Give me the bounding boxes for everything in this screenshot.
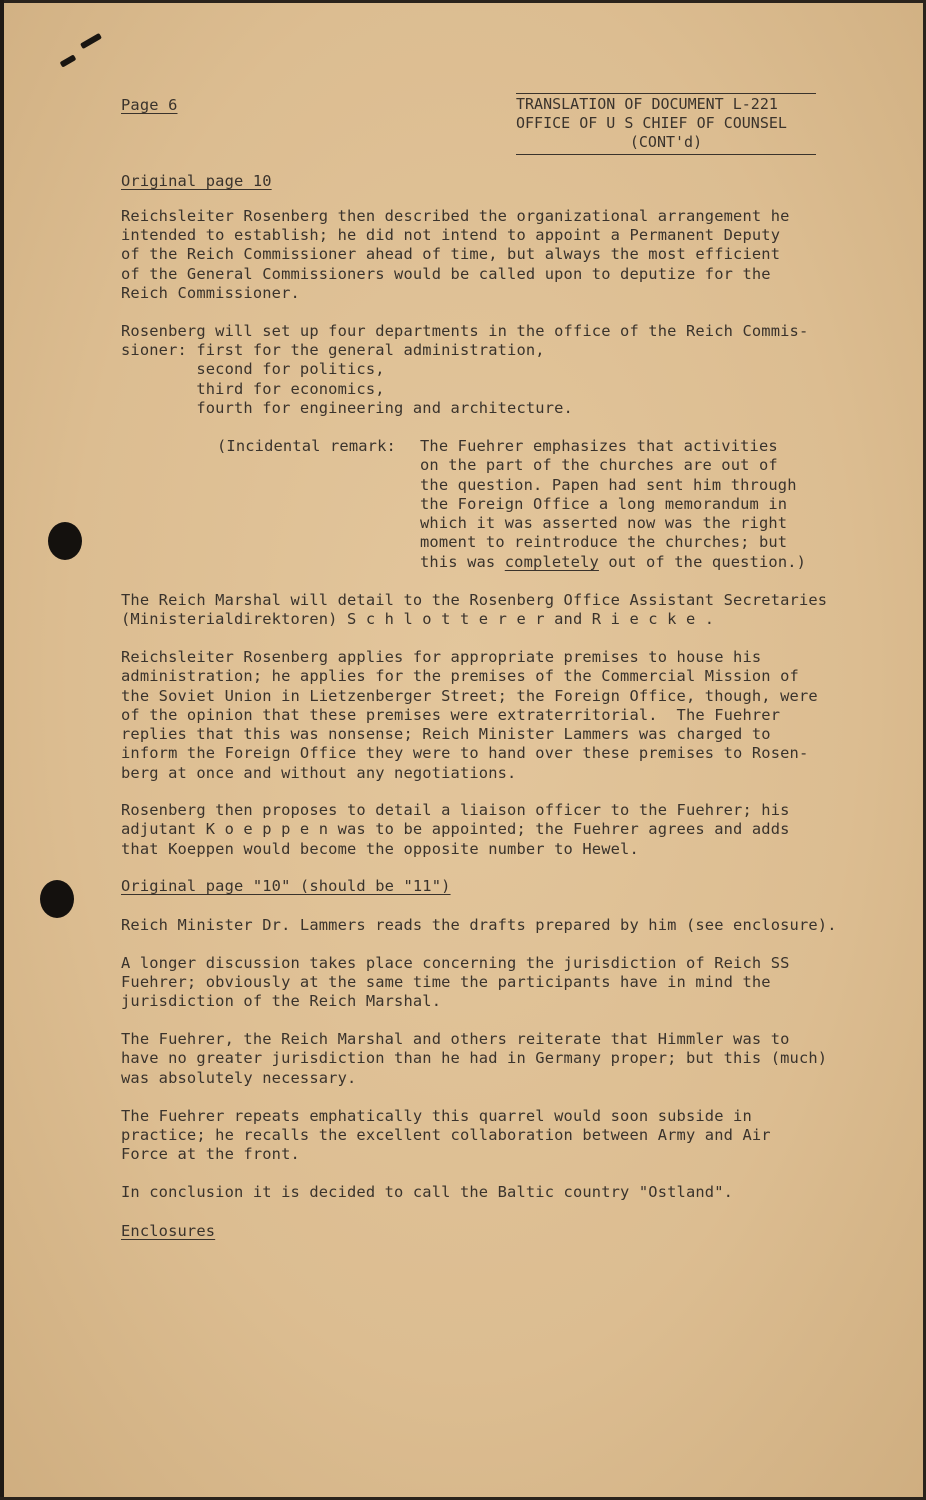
- text-line: sioner: first for the general administration,: [121, 341, 545, 359]
- text-line: (Ministerialdirektoren) S c h l o t t e r e r and R i e c k e .: [121, 610, 715, 628]
- text-line: third for economics,: [121, 380, 385, 398]
- remark-label: (Incidental remark:: [217, 437, 396, 455]
- text-line: on the part of the churches are out of: [420, 456, 778, 474]
- text-line: intended to establish; he did not intend to appoint a Permanent Deputy: [121, 226, 781, 244]
- ink-mark: [80, 33, 102, 49]
- text-line: Fuehrer; obviously at the same time the participants have in mind the: [121, 973, 771, 991]
- text-line: Reichsleiter Rosenberg applies for appropriate premises to house his: [121, 648, 762, 666]
- text-line: that Koeppen would become the opposite number to Hewel.: [121, 840, 639, 858]
- text-line: adjutant K o e p p e n was to be appointed; the Fuehrer agrees and adds: [121, 820, 790, 838]
- text-line: the question. Papen had sent him through: [420, 476, 797, 494]
- text-line: Reich Minister Dr. Lammers reads the drafts prepared by him (see enclosure).: [121, 916, 837, 934]
- text-line: of the General Commissioners would be called upon to deputize for the: [121, 265, 771, 283]
- section-heading: Original page 10: [121, 172, 272, 190]
- text-line: of the opinion that these premises were extraterritorial. The Fuehrer: [121, 706, 781, 724]
- enclosures-label: Enclosures: [121, 1222, 216, 1240]
- header-line-3: (CONT'd): [629, 133, 703, 151]
- text-line: moment to reintroduce the churches; but: [420, 533, 788, 551]
- text-line: The Fuehrer emphasizes that activities: [420, 437, 778, 455]
- ink-mark: [60, 54, 77, 67]
- text-line: which it was asserted now was the right: [420, 514, 788, 532]
- punch-hole-upper: [48, 522, 82, 560]
- header-line-2: OFFICE OF U S CHIEF OF COUNSEL: [516, 114, 787, 132]
- text-line: A longer discussion takes place concerning the jurisdiction of Reich SS: [121, 954, 790, 972]
- text-line: berg at once and without any negotiations.: [121, 764, 517, 782]
- remark-text: this was: [420, 553, 505, 571]
- remark-text: out of the question.): [598, 553, 807, 571]
- text-line: have no greater jurisdiction than he had in Germany proper; but this (much): [121, 1049, 828, 1067]
- section-heading: Original page "10" (should be "11"): [121, 877, 451, 895]
- text-line: the Foreign Office a long memorandum in: [420, 495, 788, 513]
- page-number: Page 6: [121, 96, 178, 114]
- page-edge-left: [0, 0, 4, 1500]
- text-line: second for politics,: [121, 360, 385, 378]
- text-line: The Reich Marshal will detail to the Rosenberg Office Assistant Secretaries: [121, 591, 828, 609]
- text-line: Rosenberg will set up four departments in the office of the Reich Commis-: [121, 322, 809, 340]
- text-line: inform the Foreign Office they were to hand over these premises to Rosen-: [121, 744, 809, 762]
- text-line: The Fuehrer, the Reich Marshal and others reiterate that Himmler was to: [121, 1030, 790, 1048]
- punch-hole-lower: [40, 880, 74, 918]
- text-line: In conclusion it is decided to call the Baltic country "Ostland".: [121, 1183, 734, 1201]
- header-line-1: TRANSLATION OF DOCUMENT L-221: [516, 95, 778, 113]
- text-line: practice; he recalls the excellent collaboration between Army and Air: [121, 1126, 771, 1144]
- page-edge-top: [0, 0, 926, 3]
- text-line: administration; he applies for the premises of the Commercial Mission of: [121, 667, 799, 685]
- text-line: Force at the front.: [121, 1145, 300, 1163]
- text-line: Rosenberg then proposes to detail a liaison officer to the Fuehrer; his: [121, 801, 790, 819]
- text-line: The Fuehrer repeats emphatically this quarrel would soon subside in: [121, 1107, 752, 1125]
- text-line: replies that this was nonsense; Reich Minister Lammers was charged to: [121, 725, 771, 743]
- text-line: Reich Commissioner.: [121, 284, 300, 302]
- document-header: [516, 93, 816, 155]
- underlined-word: completely: [504, 553, 599, 571]
- text-line: the Soviet Union in Lietzenberger Street; the Foreign Office, though, were: [121, 687, 818, 705]
- text-line: of the Reich Commissioner ahead of time, but always the most efficient: [121, 245, 781, 263]
- text-line: jurisdiction of the Reich Marshal.: [121, 992, 442, 1010]
- text-line: Reichsleiter Rosenberg then described the organizational arrangement he: [121, 207, 790, 225]
- text-line: fourth for engineering and architecture.: [121, 399, 573, 417]
- text-line: was absolutely necessary.: [121, 1069, 357, 1087]
- text-line: [420, 553, 806, 572]
